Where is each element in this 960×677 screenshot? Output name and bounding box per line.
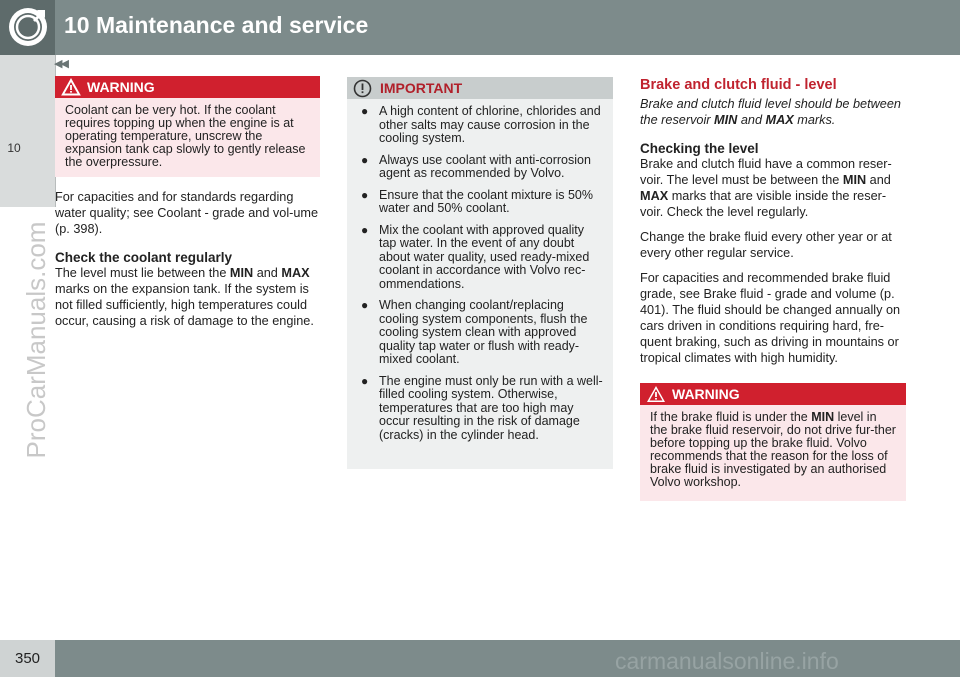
section-heading: Checking the level [640, 141, 759, 156]
text-run: If the brake fluid is under the [650, 410, 812, 424]
coolant-level-paragraph [55, 265, 320, 329]
warning-triangle-icon [646, 385, 666, 403]
text-run: The level must lie between the [55, 266, 230, 280]
text-run: and [737, 113, 766, 127]
bullet-icon: ● [361, 222, 369, 237]
section-heading: Check the coolant regularly [55, 250, 233, 265]
bullet-text: Mix the coolant with approved quality tap water. In the event of any doubt about water quality, used ready-mixed coolant in accordance with Volvo rec-ommendations. [379, 222, 590, 291]
footer-watermark: carmanualsonline.info [615, 648, 839, 674]
warning-triangle-icon [61, 78, 81, 96]
warning-text [640, 405, 906, 501]
min-mark: MIN [842, 173, 867, 187]
page-number: 350 [14, 650, 41, 667]
warning-header [640, 383, 906, 405]
text-run: Brake and clutch fluid have a common reser-voir. The level must be between the [640, 157, 892, 187]
logo-box [0, 0, 55, 55]
section-intro [640, 96, 906, 128]
text-run: and [253, 266, 282, 280]
text-run: marks on the expansion tank. If the system is not filled sufficiently, high temperatures could occur, causing a risk of damage to the engine. [55, 282, 314, 328]
list-item [357, 105, 603, 146]
side-watermark: ProCarManuals.com [21, 221, 51, 459]
section-title: Brake and clutch fluid - level [640, 77, 837, 93]
change-interval-paragraph: Change the brake fluid every other year or at every other regular service. [640, 230, 892, 260]
list-item [357, 189, 603, 216]
volvo-logo-icon [6, 5, 50, 49]
important-bullet-list [357, 105, 603, 442]
min-mark: MIN [229, 266, 254, 280]
bullet-icon: ● [361, 104, 369, 118]
bullet-text: When changing coolant/replacing cooling system components, flush the cooling system clean with approved quality tap water or flush with ready-mixed coolant. [379, 298, 588, 366]
text-run: and [866, 173, 891, 187]
coolant-capacity-paragraph: For capacities and for standards regarding water quality; see Coolant - grade and vol-ume (p. 398). [55, 190, 319, 236]
bullet-text: A high content of chlorine, chlorides and other salts may cause corrosion in the cooling system. [379, 104, 601, 145]
column-1 [55, 76, 320, 329]
warning-header [55, 76, 320, 98]
max-mark: MAX [281, 266, 310, 280]
important-header [347, 77, 613, 99]
bullet-icon: ● [361, 298, 369, 312]
text-run: marks. [793, 113, 836, 127]
chapter-title: 10 Maintenance and service [64, 12, 369, 38]
capacity-paragraph: For capacities and recommended brake fluid grade, see Brake fluid - grade and volume (p. 401). The fluid should be changed annually on cars driven in conditions requiring hard, fre-quent braking, such as driving in mountains or tropical climates with high humidity. [640, 271, 901, 365]
text-run: Brake and clutch fluid level should be between the reservoir [640, 97, 901, 127]
list-item [357, 224, 603, 292]
important-label: IMPORTANT [380, 80, 463, 96]
chapter-number: 10 [7, 141, 21, 155]
max-mark: MAX [765, 113, 794, 127]
list-item [357, 154, 603, 181]
warning-box [640, 383, 906, 501]
important-body [347, 99, 613, 469]
column-2 [347, 77, 613, 469]
warning-label: WARNING [672, 386, 740, 402]
min-mark: MIN [714, 113, 738, 127]
checking-level-paragraph [640, 156, 906, 220]
text-run: level in the brake fluid reservoir, do not drive fur-ther before topping up the brake fluid. Volvo recommends that the reason for the loss of brake fluid is investigated by an authorised Volvo workshop. [650, 410, 896, 489]
min-mark: MIN [811, 410, 835, 424]
column-3 [640, 77, 906, 501]
list-item [357, 375, 603, 443]
bullet-text: Ensure that the coolant mixture is 50% water and 50% coolant. [379, 187, 594, 215]
list-item [357, 299, 603, 367]
exclamation-circle-icon [353, 79, 372, 98]
warning-label: WARNING [87, 79, 155, 95]
text-run: marks that are visible inside the reser-voir. Check the level regularly. [640, 189, 887, 219]
warning-text: Coolant can be very hot. If the coolant requires topping up when the engine is at operating temperature, unscrew the expansion tank cap slowly to gently release the overpressure. [55, 98, 320, 177]
bullet-icon: ● [361, 152, 369, 167]
bullet-text: The engine must only be run with a well-filled cooling system. Otherwise, temperatures that are too high may occur resulting in the risk of damage (cracks) in the cylinder head. [379, 373, 603, 442]
previous-page-marker: ◀◀ [54, 58, 67, 70]
max-mark: MAX [640, 189, 669, 203]
bullet-icon: ● [361, 187, 369, 202]
bullet-text: Always use coolant with anti-corrosion agent as recommended by Volvo. [379, 152, 591, 180]
bullet-icon: ● [361, 373, 369, 388]
